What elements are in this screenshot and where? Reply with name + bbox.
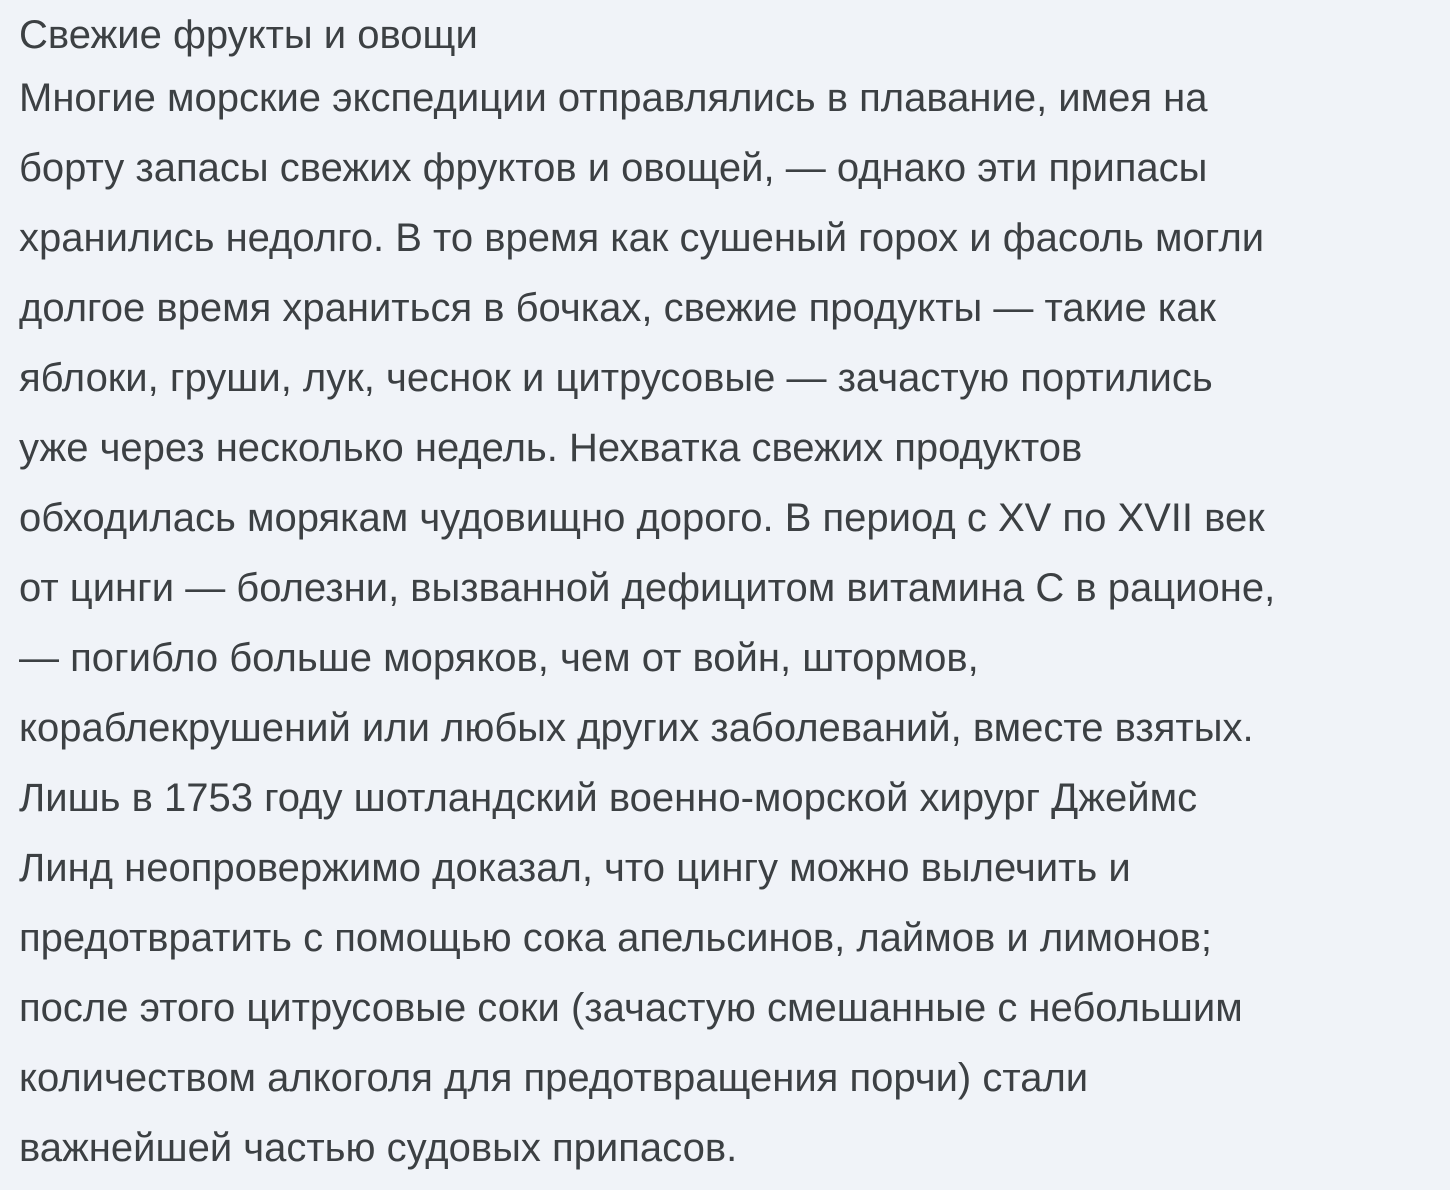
paragraph-line: кораблекрушений или любых других заболеваний, вместе взятых.: [19, 706, 1254, 750]
paragraph-line: Лишь в 1753 году шотландский военно-морской хирург Джеймс: [19, 776, 1198, 820]
paragraph-line: — погибло больше моряков, чем от войн, штормов,: [19, 636, 979, 680]
section-title: Свежие фрукты и овощи: [19, 13, 478, 57]
paragraph-line: Линд неопровержимо доказал, что цингу можно вылечить и: [19, 846, 1131, 890]
paragraph-line: предотвратить с помощью сока апельсинов, лаймов и лимонов;: [19, 916, 1212, 960]
paragraph-line: яблоки, груши, лук, чеснок и цитрусовые — зачастую портились: [19, 356, 1213, 400]
paragraph-line: после этого цитрусовые соки (зачастую смешанные с небольшим: [19, 986, 1243, 1030]
paragraph-line: обходилась морякам чудовищно дорого. В период с XV по XVII век: [19, 496, 1265, 540]
paragraph-line: уже через несколько недель. Нехватка свежих продуктов: [19, 426, 1083, 470]
paragraph-line: Многие морские экспедиции отправлялись в плавание, имея на: [19, 76, 1208, 120]
paragraph-line: долгое время храниться в бочках, свежие продукты — такие как: [19, 286, 1216, 330]
article-paragraph: [19, 63, 1430, 1183]
paragraph-line: борту запасы свежих фруктов и овощей, — однако эти припасы: [19, 146, 1208, 190]
paragraph-line: от цинги — болезни, вызванной дефицитом витамина C в рационе,: [19, 566, 1276, 610]
paragraph-line: важнейшей частью судовых припасов.: [19, 1126, 738, 1170]
paragraph-line: количеством алкоголя для предотвращения порчи) стали: [19, 1056, 1089, 1100]
paragraph-line: хранились недолго. В то время как сушеный горох и фасоль могли: [19, 216, 1265, 260]
